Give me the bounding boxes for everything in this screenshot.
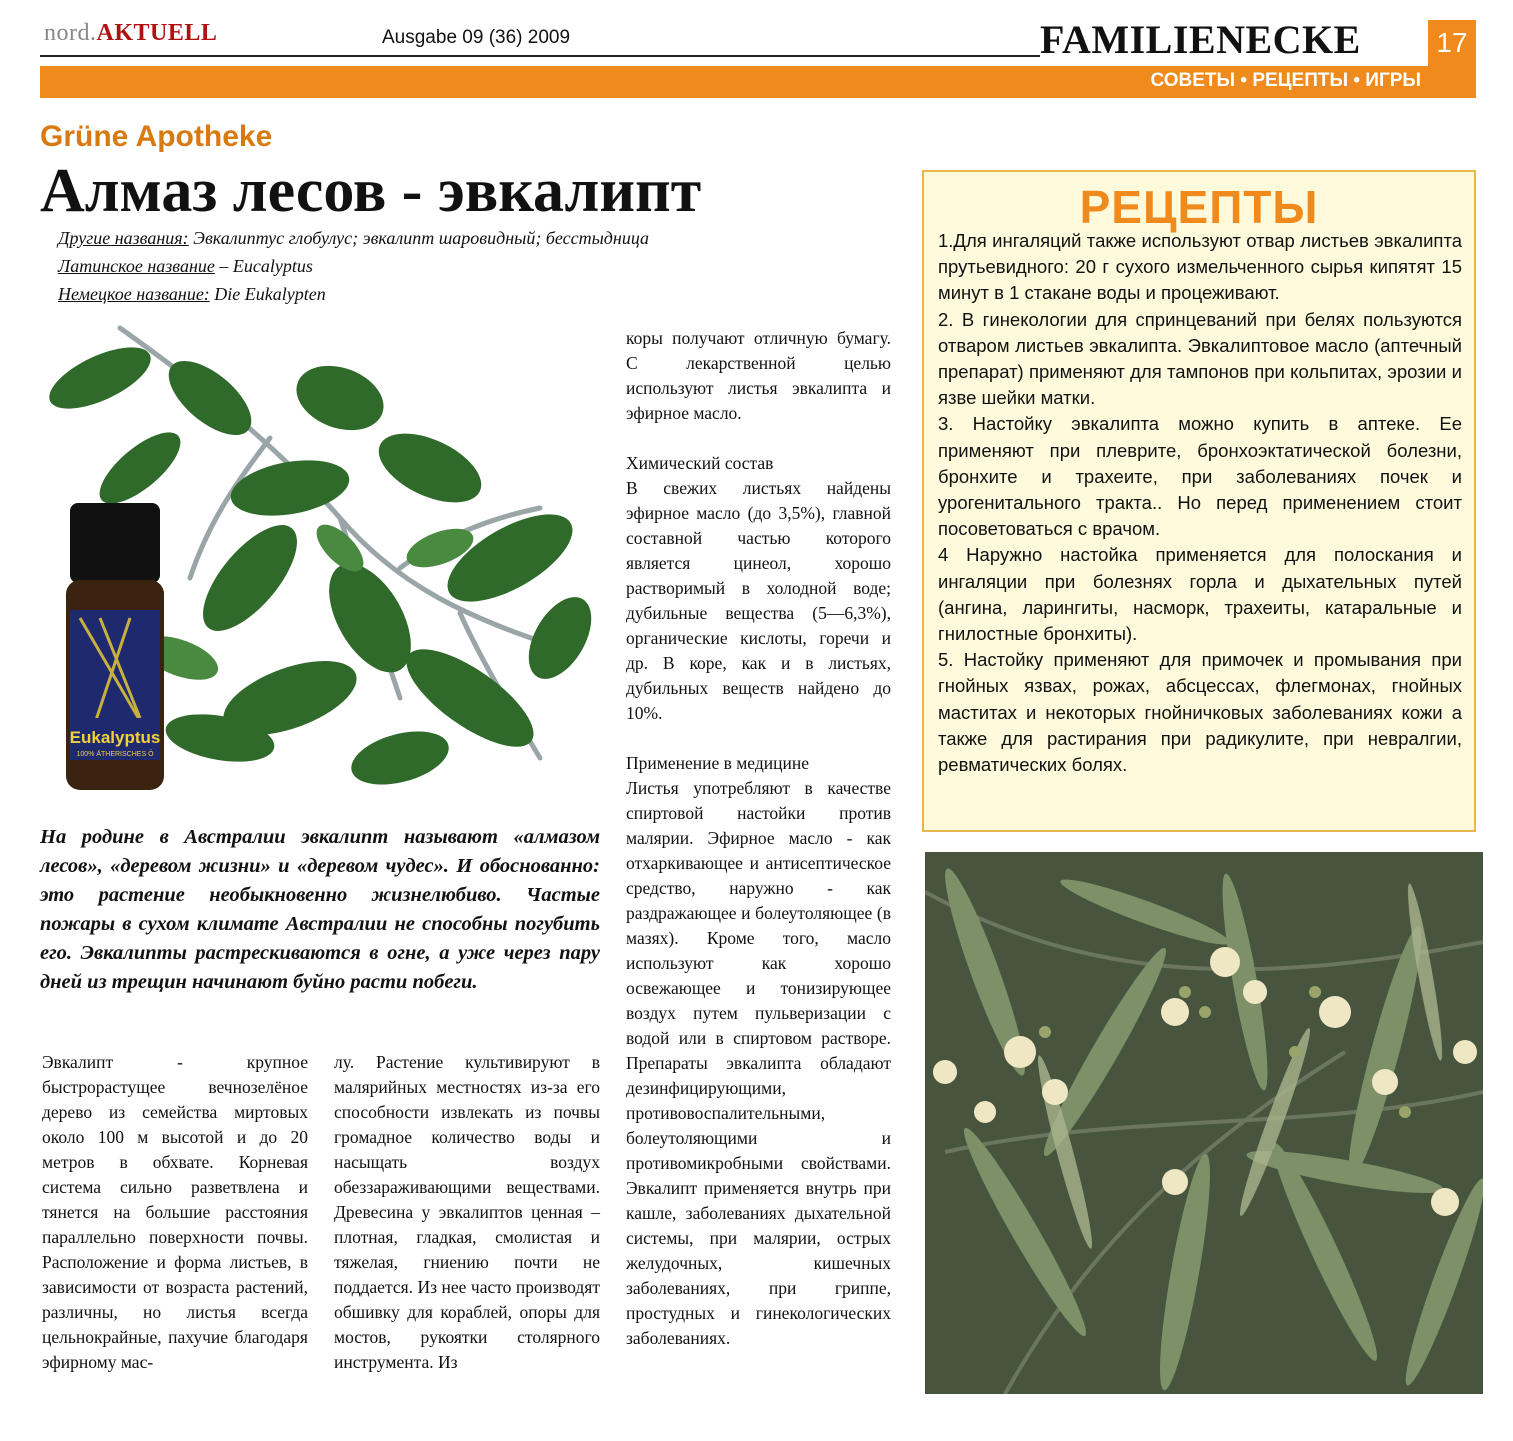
article-column-1: [42, 1050, 308, 1375]
recipe-item: 3. Настойку эвкалипта можно купить в аптеке. Ее применяют при плеврите, бронхоэктатической болезни, бронхите и трахеите, при заболеваниях почек и урогенитального тракта.. Но перед применением стоит посоветоваться с врачом.: [938, 413, 1462, 540]
other-names-value: Эвкалиптус глобулус; эвкалипт шаровидный; бесстыдница: [188, 228, 650, 248]
other-names-row: [58, 228, 649, 249]
medical-use-heading: Применение в медицине: [626, 753, 809, 773]
publication-brand: [44, 20, 217, 47]
latin-name-row: [58, 256, 313, 277]
article-column-2: [334, 1050, 600, 1375]
article-title: Алмаз лесов - эвкалипт: [40, 157, 702, 225]
recipe-item: 4 Наружно настойка применяется для полоскания и ингаляции при болезнях горла и дыхательных путей (ангина, ларингиты, насморк, трахеиты, катаральные и гнилостные бронхиты).: [938, 544, 1462, 645]
article-kicker: Grüne Apotheke: [40, 120, 273, 153]
article-column-3: [626, 326, 891, 1351]
other-names-label: Другие названия:: [58, 228, 189, 248]
section-subtitle: СОВЕТЫ • РЕЦЕПТЫ • ИГРЫ: [1150, 70, 1421, 91]
brand-name: AKTUELL: [96, 20, 218, 46]
brand-prefix: nord.: [44, 20, 97, 46]
medical-use-text: Листья употребляют в качестве спиртовой настойки против малярии. Эфирное масло - как отхаркивающее и антисептическое средство, наружно - как раздражающее и болеутоляющее (в мазях). Кроме того, масло используют как хорошо освежающее и тонизирующее воздух путем пульверизации с водой или в спиртовом растворе. Препараты эвкалипта обладают дезинфицирующими, противовоспалительными, болеутоляющими и противомикробными свойствами. Эвкалипт применяется внутрь при кашле, заболеваниях дыхательной системы, при малярии, острых желудочных, кишечных заболеваниях, при гриппе, простудных и гинекологических заболеваниях.: [626, 778, 891, 1348]
chemical-composition-text: В свежих листьях найдены эфирное масло (до 3,5%), главной составной частью которого является цинеол, хорошо растворимый в холодной воде; дубильные вещества (5—6,3%), органические кислоты, горечи и др. В коре, как и в листьях, дубильных веществ найдено до 10%.: [626, 478, 891, 723]
column-2-text: лу. Растение культивируют в малярийных местностях из-за его способности извлекать из почвы громадное количество воды и насыщать воздух обеззараживающими веществами. Древесина у эвкалиптов ценная – плотная, гладкая, смолистая и тяжелая, гниению почти не поддается. Из нее часто производят обшивку для кораблей, опоры для мостов, рукоятки столярного инструмента. Из: [334, 1052, 600, 1372]
chemical-composition-heading: Химический состав: [626, 453, 774, 473]
column-1-text: Эвкалипт - крупное быстрорастущее вечнозелёное дерево из семейства миртовых около 100 м высотой и до 20 метров в обхвате. Корневая система сильно разветвлена и тянется на большие расстояния параллельно поверхности почвы. Расположение и форма листьев, в зависимости от возраста растений, различны, но листья всегда цельнокрайные, пахучие благодаря эфирному мас-: [42, 1052, 308, 1372]
recipe-item: 1.Для ингаляций также используют отвар листьев эвкалипта прутьевидного: 20 г сухого измельченного сырья кипятят 15 минут в 1 стакане воды и процеживают.: [938, 230, 1462, 304]
bottle-sublabel: 100% ÄTHERISCHES Ö: [76, 751, 154, 758]
german-name-value: Die Eukalypten: [209, 284, 326, 304]
german-name-label: Немецкое название:: [58, 284, 210, 304]
recipes-box: [922, 170, 1476, 832]
section-title: FAMILIENECKE: [1040, 17, 1361, 62]
recipes-title: РЕЦЕПТЫ: [1079, 181, 1319, 233]
eucalyptus-flowers-photo: [925, 852, 1483, 1394]
recipes-list: [938, 228, 1462, 778]
bottle-label: Eukalyptus: [69, 728, 161, 747]
article-lead: На родине в Австралии эвкалипт называют «алмазом лесов», «деревом жизни» и «деревом чудес». И обоснованно: это растение необыкновенно жизнелюбиво. Частые пожары в сухом климате Австралии не способны погубить его. Эвкалипты растрескиваются в огне, а уже через пару дней из трещин начинают буйно расти побеги.: [40, 826, 600, 993]
eucalyptus-branch-illustration: [40, 318, 605, 790]
recipe-item: 5. Настойку применяют для примочек и промывания при гнойных язвах, рожах, абсцессах, флегмонах, гнойных маститах и некоторых гнойничковых заболеваниях кожи а также для растирания при радикулите, при невралгии, ревматических болях.: [938, 649, 1462, 776]
header-rule: [40, 55, 1040, 57]
german-name-row: [58, 284, 326, 305]
recipe-item: 2. В гинекологии для спринцеваний при белях пользуются отваром листьев эвкалипта. Эвкалиптовое масло (аптечный препарат) применяют для тампонов при кольпитах, эрозии и язве шейки матки.: [938, 308, 1462, 409]
column-3-intro: коры получают отличную бумагу. С лекарственной целью используют листья эвкалипта и эфирное масло.: [626, 328, 891, 423]
page-number: 17: [1428, 20, 1476, 66]
latin-name-value: – Eucalyptus: [214, 256, 313, 276]
latin-name-label: Латинское название: [58, 256, 215, 276]
issue-label: Ausgabe 09 (36) 2009: [382, 27, 571, 48]
